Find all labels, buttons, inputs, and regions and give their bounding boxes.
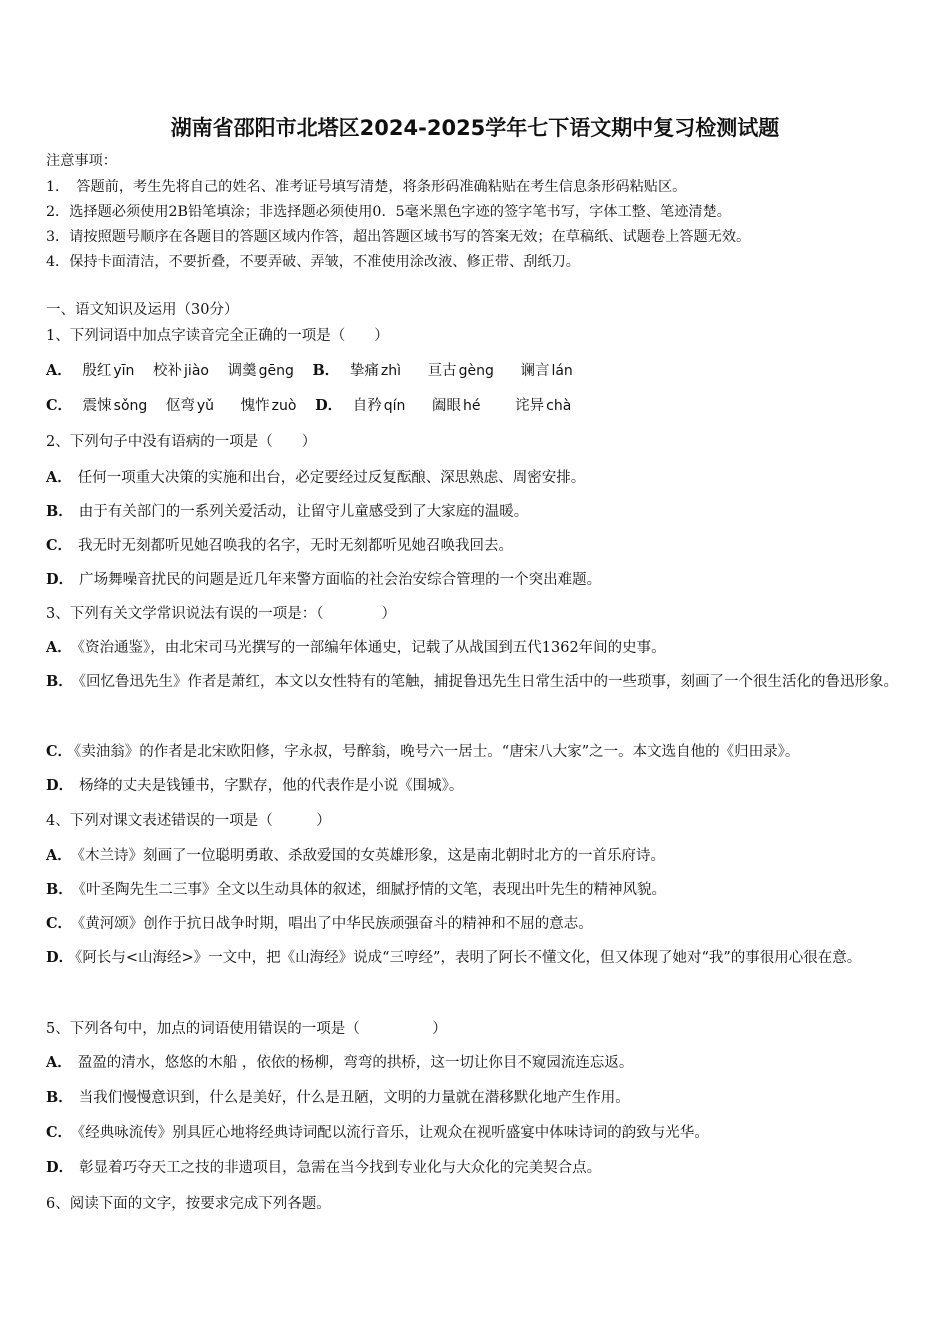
page-title: 湖南省邵阳市北塔区2024-2025学年七下语文期中复习检测试题: [170, 116, 780, 140]
pinyin: gēng: [258, 363, 294, 379]
option-label-b: B．: [46, 881, 73, 898]
option-text: 《阿长与<山海经>》一文中，把《山海经》说成“三哼经”，表明了阿长不懂文化，但又体现了她对“我”的事很用心很在意。: [75, 950, 862, 966]
q5-option-b: [46, 1088, 916, 1108]
notice-item-1: 1． 答题前，考生先将自己的姓名、准考证号填写清楚，将条形码准确粘贴在考生信息条形码粘贴区。: [46, 179, 687, 195]
q1-word: [153, 361, 209, 381]
option-label-c: C．: [46, 397, 73, 414]
q1-word: [515, 396, 571, 416]
word: 自矜: [352, 398, 382, 414]
option-label-c: C．: [46, 537, 73, 554]
option-text: 我无时无刻都听见她召唤我的名字，无时无刻都听见她召唤我回去。: [78, 538, 514, 554]
q6-stem: 6、阅读下面的文字，按要求完成下列各题。: [46, 1196, 331, 1212]
q2-option-b: [46, 502, 916, 522]
option-text: 由于有关部门的一系列关爱活动，让留守儿童感受到了大家庭的温暖。: [78, 504, 529, 520]
option-label-c: C．: [46, 743, 73, 760]
q4-option-a: [46, 846, 916, 866]
word: 谰言: [520, 363, 550, 379]
option-text: 《经典咏流传》别具匠心地将经典诗词配以流行音乐，让观众在视听盛宴中体味诗词的韵致与光华。: [78, 1125, 709, 1141]
option-label-a: A．: [46, 469, 72, 486]
option-label-b: B．: [312, 362, 340, 379]
word: 挚痛: [349, 363, 379, 379]
notice-heading: 注意事项：: [46, 153, 117, 169]
q5-option-d: [46, 1158, 916, 1178]
option-text: 《回忆鲁迅先生》作者是萧红，本文以女性特有的笔触，捕捉鲁迅先生日常生活中的一些琐事，刻画了一个很生活化的鲁迅形象。: [78, 674, 899, 690]
option-text: 《叶圣陶先生二三事》全文以生动具体的叙述，细腻抒情的文笔，表现出叶先生的精神风貌。: [78, 882, 667, 898]
q1-row-cd: [46, 396, 916, 416]
option-label-d: D．: [46, 949, 74, 966]
pinyin: qín: [383, 398, 406, 414]
q1-word: [432, 396, 481, 416]
q1-word: [228, 361, 294, 381]
q1-stem: 1、下列词语中加点字读音完全正确的一项是（ ）: [46, 328, 389, 344]
q1-word: [166, 396, 214, 416]
option-text: 盈盈的清水，悠悠的木船 ，依依的杨柳，弯弯的拱桥，这一切让你目不窥园流连忘返。: [77, 1055, 634, 1071]
word: 愧怍: [240, 398, 270, 414]
q4-option-c: [46, 914, 916, 934]
q2-option-c: [46, 536, 916, 556]
pinyin: lán: [551, 363, 573, 379]
option-label-b: B．: [46, 673, 73, 690]
q3-stem: 3、下列有关文学常识说法有误的一项是：（ ）: [46, 606, 396, 622]
option-label-b: B．: [46, 503, 73, 520]
q1-row-ab: [46, 361, 916, 381]
option-label-b: B．: [46, 1089, 73, 1106]
option-label-d: D．: [46, 1159, 74, 1176]
pinyin: chà: [546, 398, 572, 414]
q3-option-c: [46, 742, 916, 762]
q3-option-a: [46, 638, 916, 658]
word: 阖眼: [432, 398, 462, 414]
word: 殷红: [82, 363, 112, 379]
q4-option-b: [46, 880, 916, 900]
option-label-a: A．: [46, 362, 72, 379]
q1-word: [353, 396, 406, 416]
option-text: 《卖油翁》的作者是北宋欧阳修，字永叔，号醉翁，晚号六一居士。“唐宋八大家”之一。本文选自他的《归田录》。: [74, 744, 800, 760]
q1-word: [83, 396, 148, 416]
option-label-a: A．: [46, 639, 72, 656]
option-text: 《资治通鉴》，由北宋司马光撰写的一部编年体通史，记载了从战国到五代1362年间的史事。: [77, 640, 666, 656]
option-label-d: D．: [46, 571, 74, 588]
option-text: 任何一项重大决策的实施和出台，必定要经过反复酝酿、深思熟虑、周密安排。: [77, 470, 586, 486]
q5-option-c: [46, 1123, 916, 1143]
pinyin: zuò: [271, 398, 297, 414]
option-label-c: C．: [46, 1124, 73, 1141]
word: 诧异: [515, 398, 545, 414]
q1-word: [350, 361, 401, 381]
pinyin: yǔ: [196, 398, 215, 414]
option-text: 《木兰诗》刻画了一位聪明勇敢、杀敌爱国的女英雄形象，这是南北朝时北方的一首乐府诗。: [77, 848, 666, 864]
word: 校补: [153, 363, 183, 379]
pinyin: hé: [463, 398, 481, 414]
q3-option-b: [46, 664, 908, 700]
pinyin: zhì: [380, 363, 401, 379]
q4-option-d: [46, 940, 908, 976]
word: 伛弯: [165, 398, 195, 414]
option-text: 杨绛的丈夫是钱锺书，字默存，他的代表作是小说《围城》。: [79, 778, 464, 794]
option-label-a: A．: [46, 847, 72, 864]
q5-option-a: [46, 1053, 916, 1073]
option-text: 当我们慢慢意识到，什么是美好，什么是丑陋，文明的力量就在潜移默化地产生作用。: [78, 1090, 630, 1106]
word: 调羹: [227, 363, 257, 379]
notice-item-3: 3．请按照题号顺序在各题目的答题区域内作答，超出答题区域书写的答案无效；在草稿纸、试题卷上答题无效。: [46, 229, 751, 245]
q1-word: [82, 361, 134, 381]
q2-stem: 2、下列句子中没有语病的一项是（ ）: [46, 434, 317, 450]
pinyin: jiào: [184, 363, 209, 379]
option-label-c: C．: [46, 915, 73, 932]
q1-word: [241, 396, 297, 416]
pinyin: yīn: [113, 363, 135, 379]
section-heading: 一、语文知识及运用（30分）: [46, 302, 239, 318]
word: 亘古: [427, 363, 457, 379]
option-label-a: A．: [46, 1054, 72, 1071]
q2-option-a: [46, 468, 916, 488]
word: 震悚: [82, 398, 112, 414]
option-text: 彰显着巧夺天工之技的非遗项目，急需在当今找到专业化与大众化的完美契合点。: [79, 1160, 602, 1176]
notice-item-4: 4．保持卡面清洁，不要折叠，不要弄破、弄皱，不准使用涂改液、修正带、刮纸刀。: [46, 254, 580, 270]
q4-stem: 4、下列对课文表述错误的一项是（ ）: [46, 813, 331, 829]
option-text: 广场舞噪音扰民的问题是近几年来警方面临的社会治安综合管理的一个突出难题。: [79, 572, 602, 588]
q3-option-d: [46, 776, 916, 796]
q2-option-d: [46, 570, 916, 590]
notice-item-2: 2．选择题必须使用2B铅笔填涂；非选择题必须使用0．5毫米黑色字迹的签字笔书写，字体工整、笔迹清楚。: [46, 204, 731, 220]
option-label-d: D．: [46, 777, 74, 794]
option-text: 《黄河颂》创作于抗日战争时期，唱出了中华民族顽强奋斗的精神和不屈的意志。: [78, 916, 593, 932]
q1-word: [428, 361, 494, 381]
q5-stem: 5、下列各句中，加点的词语使用错误的一项是（ ）: [46, 1021, 447, 1037]
option-label-d: D．: [315, 397, 343, 414]
q1-word: [520, 361, 572, 381]
pinyin: sǒng: [113, 398, 148, 414]
pinyin: gèng: [458, 363, 494, 379]
